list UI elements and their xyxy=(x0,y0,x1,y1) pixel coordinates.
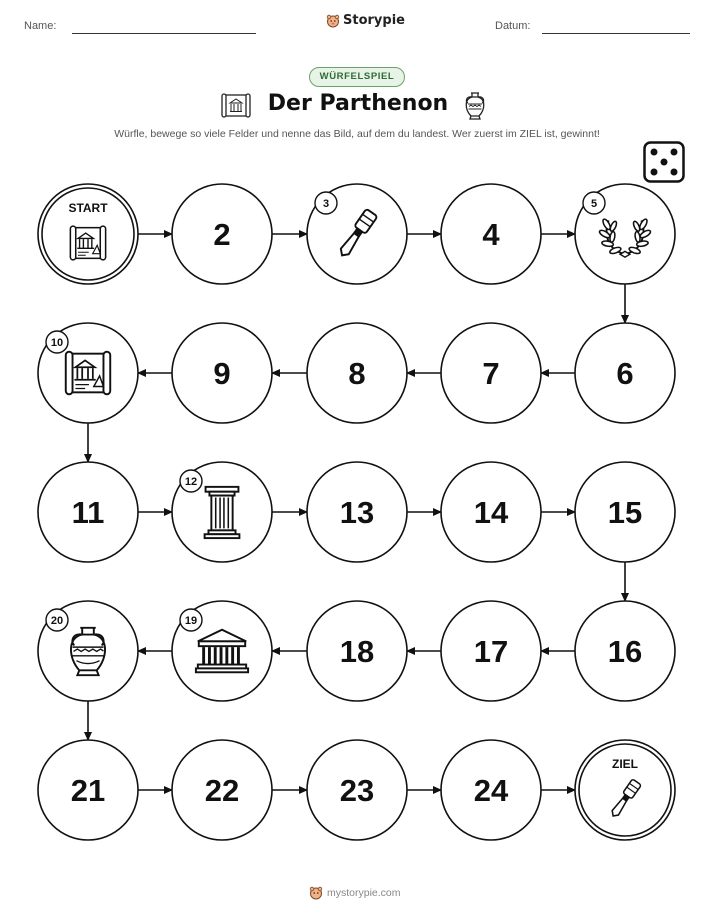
board-space-19[interactable] xyxy=(172,601,272,701)
space-number: 15 xyxy=(607,495,643,530)
date-label: Datum: xyxy=(495,20,531,32)
blueprint-icon xyxy=(66,352,110,395)
instructions-text: Würfle, bewege so viele Felder und nenne das Bild, auf dem du landest. Wer zuerst im ZIEL ist, gewinnt! xyxy=(114,128,600,140)
board-space-14[interactable] xyxy=(441,462,541,562)
space-number: 16 xyxy=(607,634,643,669)
footer xyxy=(309,886,401,900)
board-space-1[interactable] xyxy=(38,184,138,284)
board-space-23[interactable] xyxy=(307,740,407,840)
name-label: Name: xyxy=(24,20,57,32)
mascot-icon xyxy=(309,886,323,900)
space-number: 24 xyxy=(473,773,509,808)
space-number: 9 xyxy=(213,356,231,391)
finish-label: ZIEL xyxy=(612,757,638,771)
space-number: 10 xyxy=(50,337,64,349)
page-title: Der Parthenon xyxy=(267,91,449,116)
space-number: 3 xyxy=(322,198,330,210)
board-space-12[interactable] xyxy=(172,462,272,562)
board-space-21[interactable] xyxy=(38,740,138,840)
space-number: 19 xyxy=(184,615,198,627)
board-space-13[interactable] xyxy=(307,462,407,562)
space-number: 8 xyxy=(348,356,366,391)
space-number: 4 xyxy=(482,217,500,252)
footer-url[interactable]: mystorypie.com xyxy=(327,887,401,899)
start-label: START xyxy=(68,201,108,215)
board-space-25[interactable] xyxy=(575,740,675,840)
board-space-24[interactable] xyxy=(441,740,541,840)
board-space-10[interactable] xyxy=(38,323,138,423)
space-number: 23 xyxy=(339,773,375,808)
board-space-4[interactable] xyxy=(441,184,541,284)
board-space-8[interactable] xyxy=(307,323,407,423)
board-space-20[interactable] xyxy=(38,601,138,701)
space-number: 17 xyxy=(473,634,509,669)
board-space-17[interactable] xyxy=(441,601,541,701)
space-number: 12 xyxy=(184,476,198,488)
board-space-16[interactable] xyxy=(575,601,675,701)
board-space-15[interactable] xyxy=(575,462,675,562)
space-number: 11 xyxy=(71,495,105,530)
board-space-7[interactable] xyxy=(441,323,541,423)
space-number: 13 xyxy=(339,495,375,530)
space-number: 5 xyxy=(590,198,598,210)
game-type-badge: WÜRFELSPIEL xyxy=(309,67,405,87)
brand-name: Storypie xyxy=(343,13,405,28)
space-number: 22 xyxy=(204,773,240,808)
space-number: 2 xyxy=(213,217,231,252)
board-space-22[interactable] xyxy=(172,740,272,840)
board-space-2[interactable] xyxy=(172,184,272,284)
board-space-11[interactable] xyxy=(38,462,138,562)
space-number: 21 xyxy=(70,773,106,808)
board-space-5[interactable] xyxy=(575,184,675,284)
board-space-18[interactable] xyxy=(307,601,407,701)
space-number: 18 xyxy=(339,634,375,669)
space-number: 14 xyxy=(473,495,509,530)
board-space-6[interactable] xyxy=(575,323,675,423)
board-space-3[interactable] xyxy=(307,184,407,284)
board-space-9[interactable] xyxy=(172,323,272,423)
space-number: 20 xyxy=(50,615,64,627)
space-number: 6 xyxy=(616,356,634,391)
blueprint-icon xyxy=(70,226,105,260)
space-number: 7 xyxy=(482,356,500,391)
